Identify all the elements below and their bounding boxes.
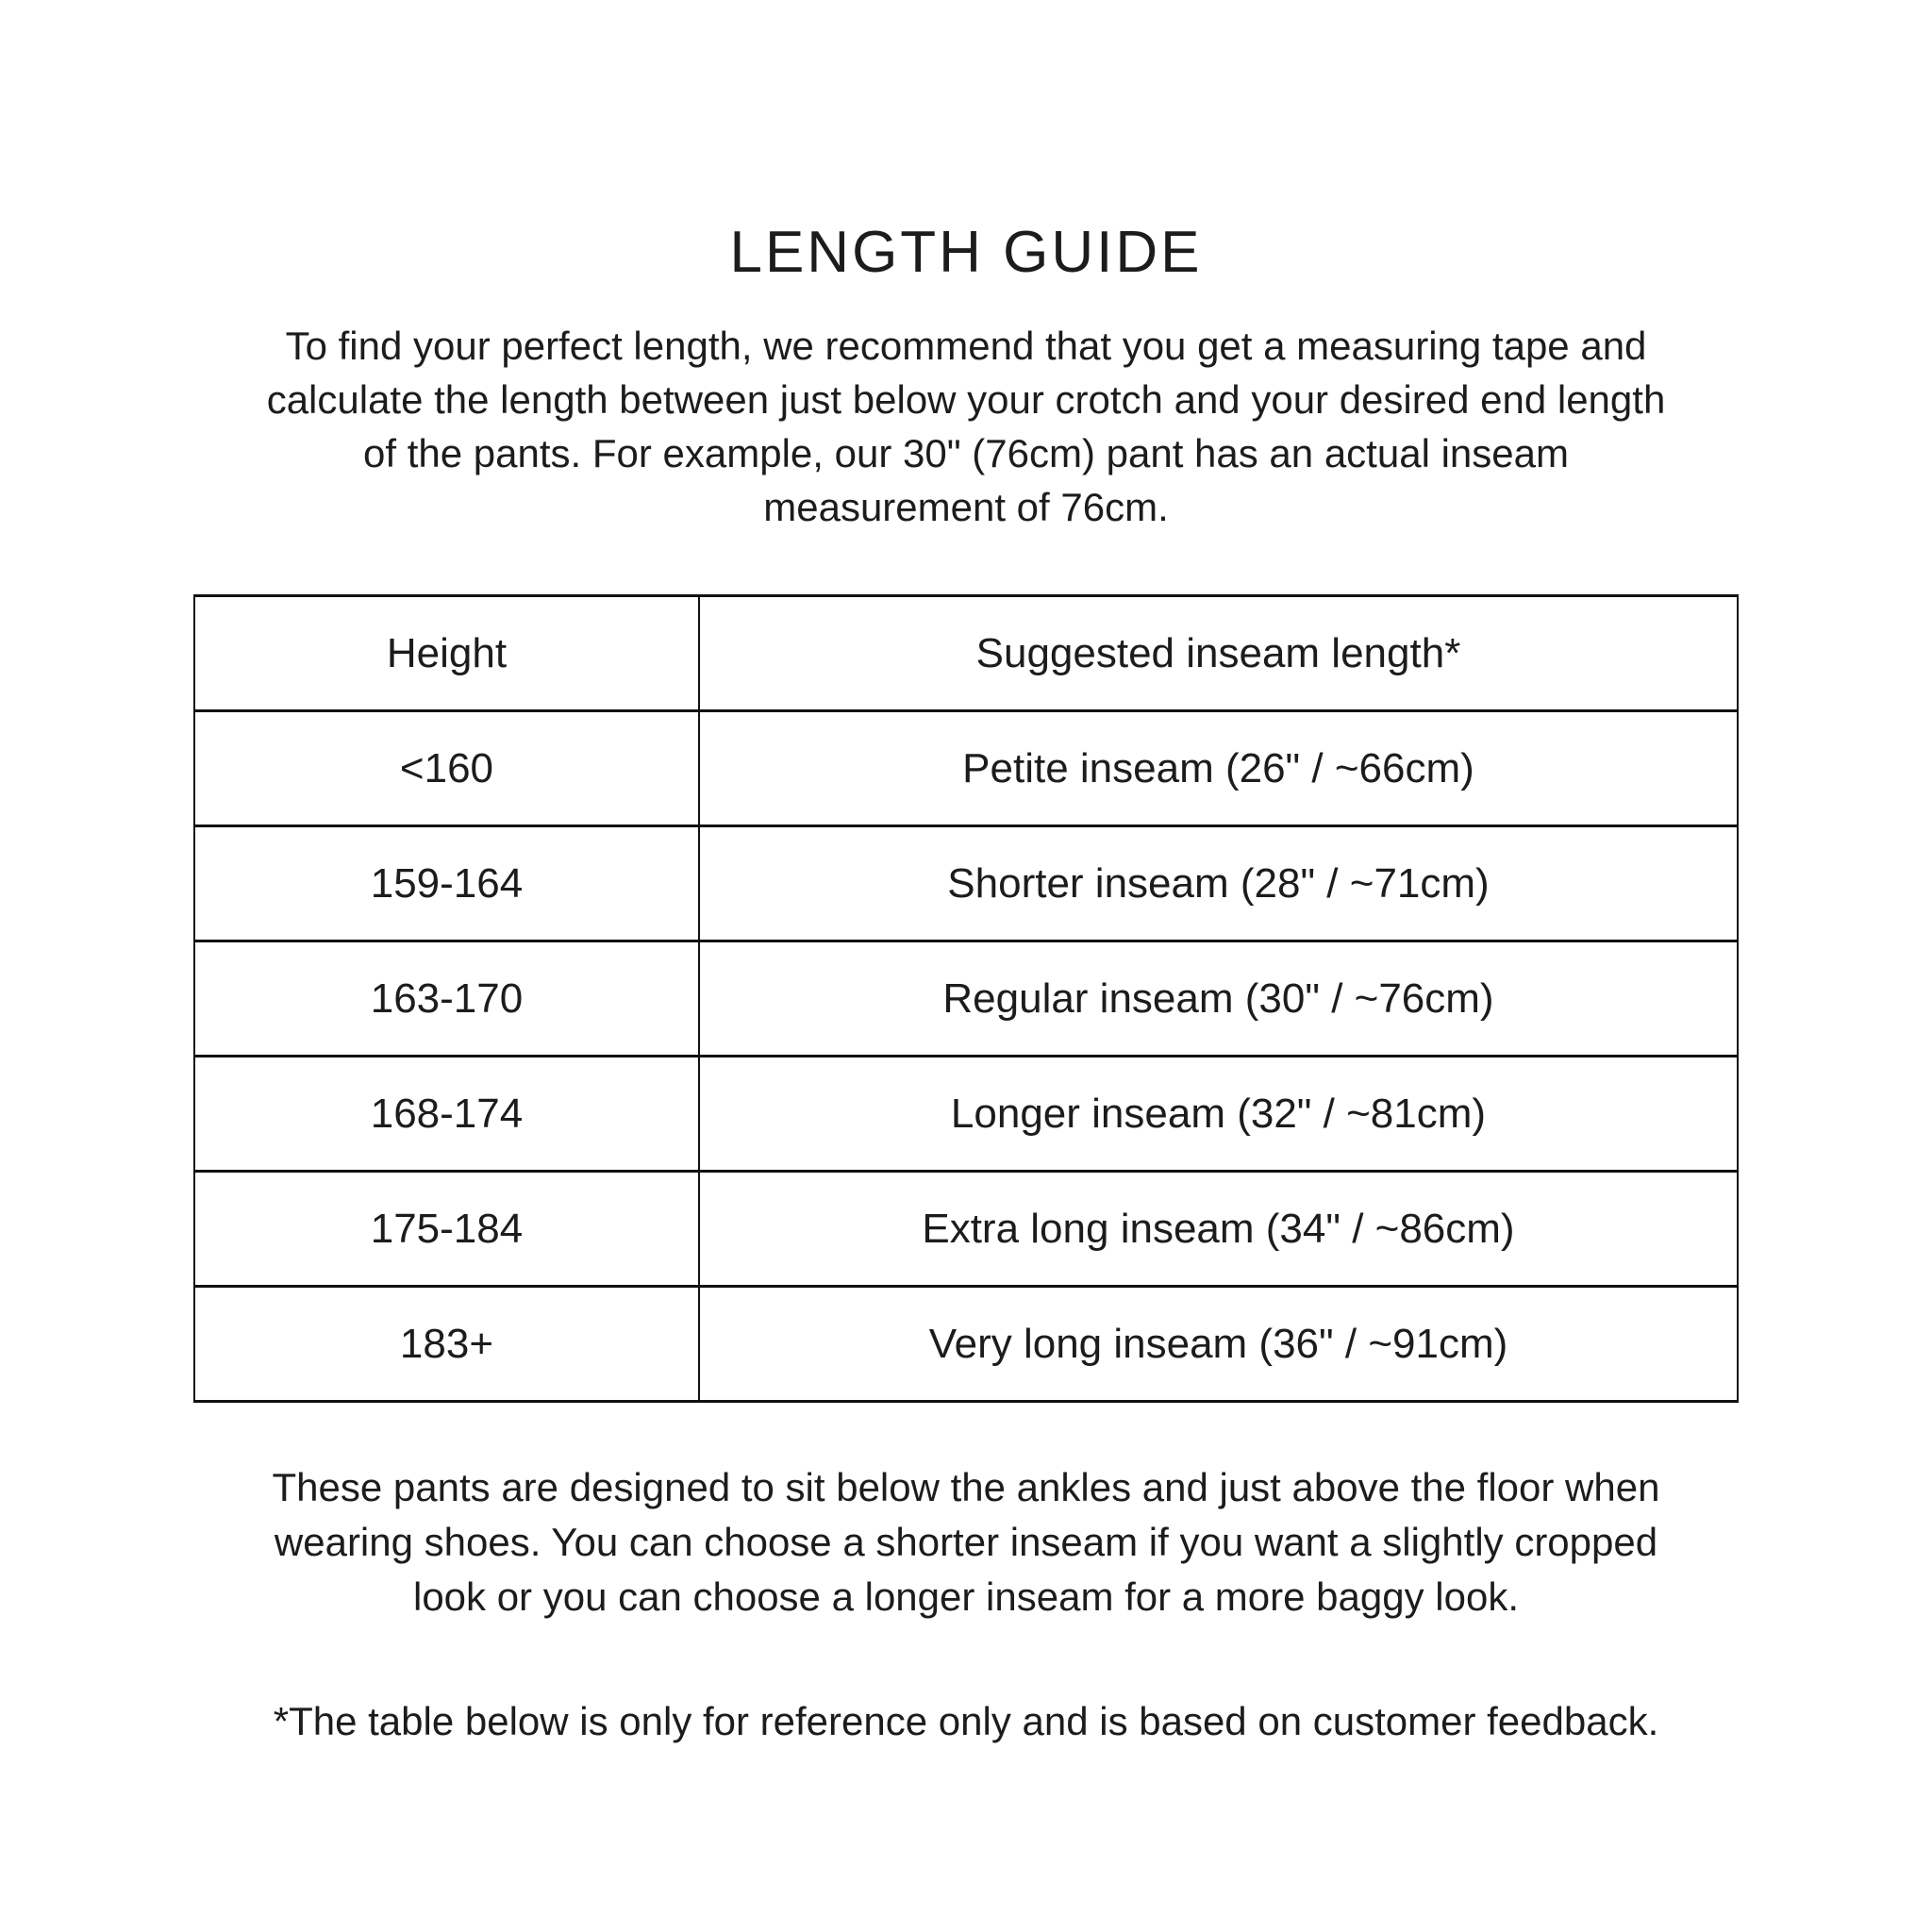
inseam-cell: Longer inseam (32" / ~81cm) [699, 1057, 1738, 1172]
height-cell: 168-174 [194, 1057, 699, 1172]
height-cell: 159-164 [194, 826, 699, 941]
table-row [194, 1287, 1738, 1402]
intro-line: calculate the length between just below your crotch and your desired end length [266, 377, 1666, 422]
inseam-column-header: Suggested inseam length* [699, 596, 1738, 711]
inseam-cell: Petite inseam (26" / ~66cm) [699, 711, 1738, 826]
table-row [194, 941, 1738, 1057]
intro-line: To find your perfect length, we recommend that you get a measuring tape and [285, 324, 1647, 368]
inseam-cell: Very long inseam (36" / ~91cm) [699, 1287, 1738, 1402]
intro-line: measurement of 76cm. [763, 485, 1169, 529]
fit-note-paragraph [0, 1460, 1932, 1624]
table-row [194, 826, 1738, 941]
height-cell: 175-184 [194, 1172, 699, 1287]
height-cell: <160 [194, 711, 699, 826]
length-guide-table [193, 594, 1739, 1403]
inseam-cell: Regular inseam (30" / ~76cm) [699, 941, 1738, 1057]
page-title: LENGTH GUIDE [729, 220, 1203, 285]
height-column-header: Height [386, 629, 508, 676]
table-row [194, 711, 1738, 826]
intro-line: of the pants. For example, our 30" (76cm) pant has an actual inseam [363, 431, 1569, 475]
note-line: look or you can choose a longer inseam for a more baggy look. [412, 1574, 1519, 1619]
height-cell: 163-170 [194, 941, 699, 1057]
note-line: These pants are designed to sit below the ankles and just above the floor when [272, 1465, 1660, 1509]
table-row [194, 1172, 1738, 1287]
reference-footnote: *The table below is only for reference only and is based on customer feedback. [273, 1699, 1659, 1743]
inseam-cell: Shorter inseam (28" / ~71cm) [699, 826, 1738, 941]
table-header-row [194, 596, 1738, 711]
height-cell: 183+ [194, 1287, 699, 1402]
table-row [194, 1057, 1738, 1172]
note-line: wearing shoes. You can choose a shorter inseam if you want a slightly cropped [274, 1520, 1658, 1564]
inseam-cell: Extra long inseam (34" / ~86cm) [699, 1172, 1738, 1287]
intro-paragraph [0, 319, 1932, 534]
